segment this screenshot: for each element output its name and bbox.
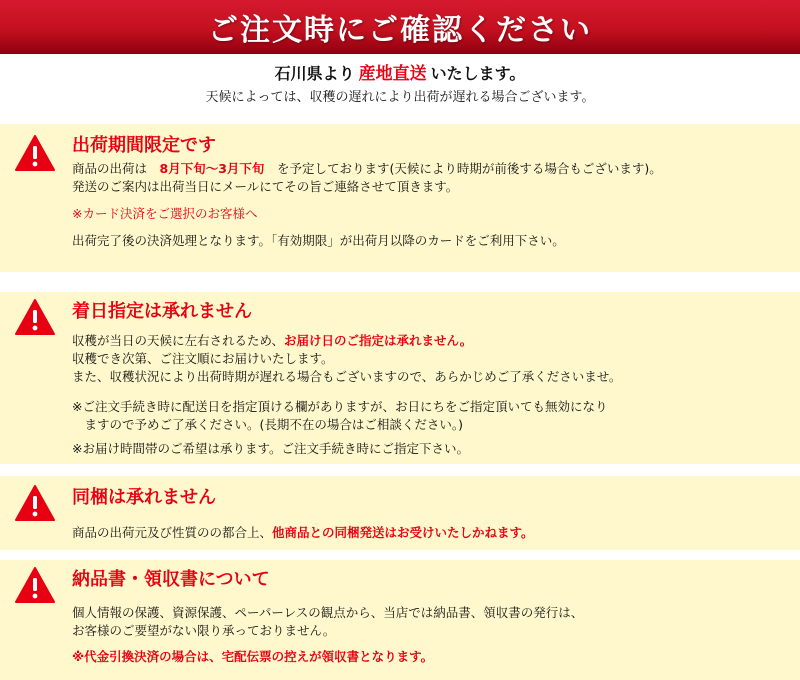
text-segment: 商品の出荷元及び性質のの都合上、 bbox=[72, 525, 273, 540]
card-note: ※カード決済をご選択のお客様へ bbox=[72, 206, 258, 221]
warning-icon bbox=[14, 134, 56, 172]
body-line: 収穫でき次第、ご注文順にお届けいたします。 bbox=[72, 351, 334, 366]
page-header bbox=[0, 0, 800, 54]
body-line: 発送のご案内は出荷当日にメールにてその旨ご連絡させて頂きます。 bbox=[72, 179, 459, 194]
body-line: お客様のご要望がない限り承っておりません。 bbox=[72, 623, 336, 638]
section-body bbox=[72, 524, 787, 542]
body-line bbox=[72, 160, 787, 178]
section-title: 出荷期間限定です bbox=[72, 135, 216, 156]
note-line: ※お届け時間帯のご希望は承ります。ご注文手続き時にご指定下さい。 bbox=[72, 441, 469, 456]
page-title: ご注文時にご確認ください bbox=[208, 13, 592, 48]
body-line bbox=[72, 524, 787, 542]
body-line: 個人情報の保護、資源保護、ペーパーレスの観点から、当店では納品書、領収書の発行は、 bbox=[72, 605, 584, 620]
card-body: 出荷完了後の決済処理となります。「有効期限」が出荷月以降のカードをご利用下さい。 bbox=[72, 233, 565, 248]
body-line bbox=[72, 332, 787, 350]
section-delivery-date bbox=[0, 292, 800, 464]
warning-icon bbox=[14, 484, 56, 522]
intro-prefix: 石川県より bbox=[274, 64, 355, 83]
section-body bbox=[72, 604, 787, 666]
section-title: 着日指定は承れません bbox=[72, 301, 252, 322]
section-bundling bbox=[0, 476, 800, 550]
note-line: ますので予めご了承ください。(長期不在の場合はご相談ください。) bbox=[72, 417, 464, 432]
section-invoice-receipt bbox=[0, 560, 800, 680]
section-title: 同梱は承れません bbox=[72, 487, 216, 508]
no-date-notice: お届け日のご指定は承れません。 bbox=[284, 333, 473, 348]
no-bundle-notice: 他商品との同梱発送はお受けいたしかねます。 bbox=[272, 525, 534, 540]
intro-headline bbox=[0, 62, 800, 86]
section-body bbox=[72, 160, 787, 250]
shipping-period-value: 8月下旬〜3月下旬 bbox=[159, 161, 265, 176]
text-segment: 収穫が当日の天候に左右されるため、 bbox=[72, 333, 285, 348]
warning-icon bbox=[14, 298, 56, 336]
text-segment: 商品の出荷は bbox=[72, 161, 148, 176]
warning-icon bbox=[14, 566, 56, 604]
section-title: 納品書・領収書について bbox=[72, 569, 270, 590]
intro bbox=[0, 62, 800, 108]
note-line: ※ご注文手続き時に配送日を指定頂ける欄がありますが、お日にちをご指定頂いても無効になり bbox=[72, 399, 608, 414]
section-body bbox=[72, 332, 787, 458]
body-line: また、収穫状況により出荷時期が遅れる場合もございますので、あらかじめご了承くださいませ。 bbox=[72, 369, 622, 384]
intro-note: 天候によっては、収穫の遅れにより出荷が遅れる場合ございます。 bbox=[205, 90, 595, 105]
intro-suffix: いたします。 bbox=[430, 64, 526, 83]
intro-accent: 産地直送 bbox=[358, 64, 427, 84]
cod-receipt-note: ※代金引換決済の場合は、宅配伝票の控えが領収書となります。 bbox=[72, 649, 434, 664]
section-shipping-period bbox=[0, 124, 800, 272]
text-segment: を予定しております(天候により時期が前後する場合もございます)。 bbox=[276, 161, 662, 176]
